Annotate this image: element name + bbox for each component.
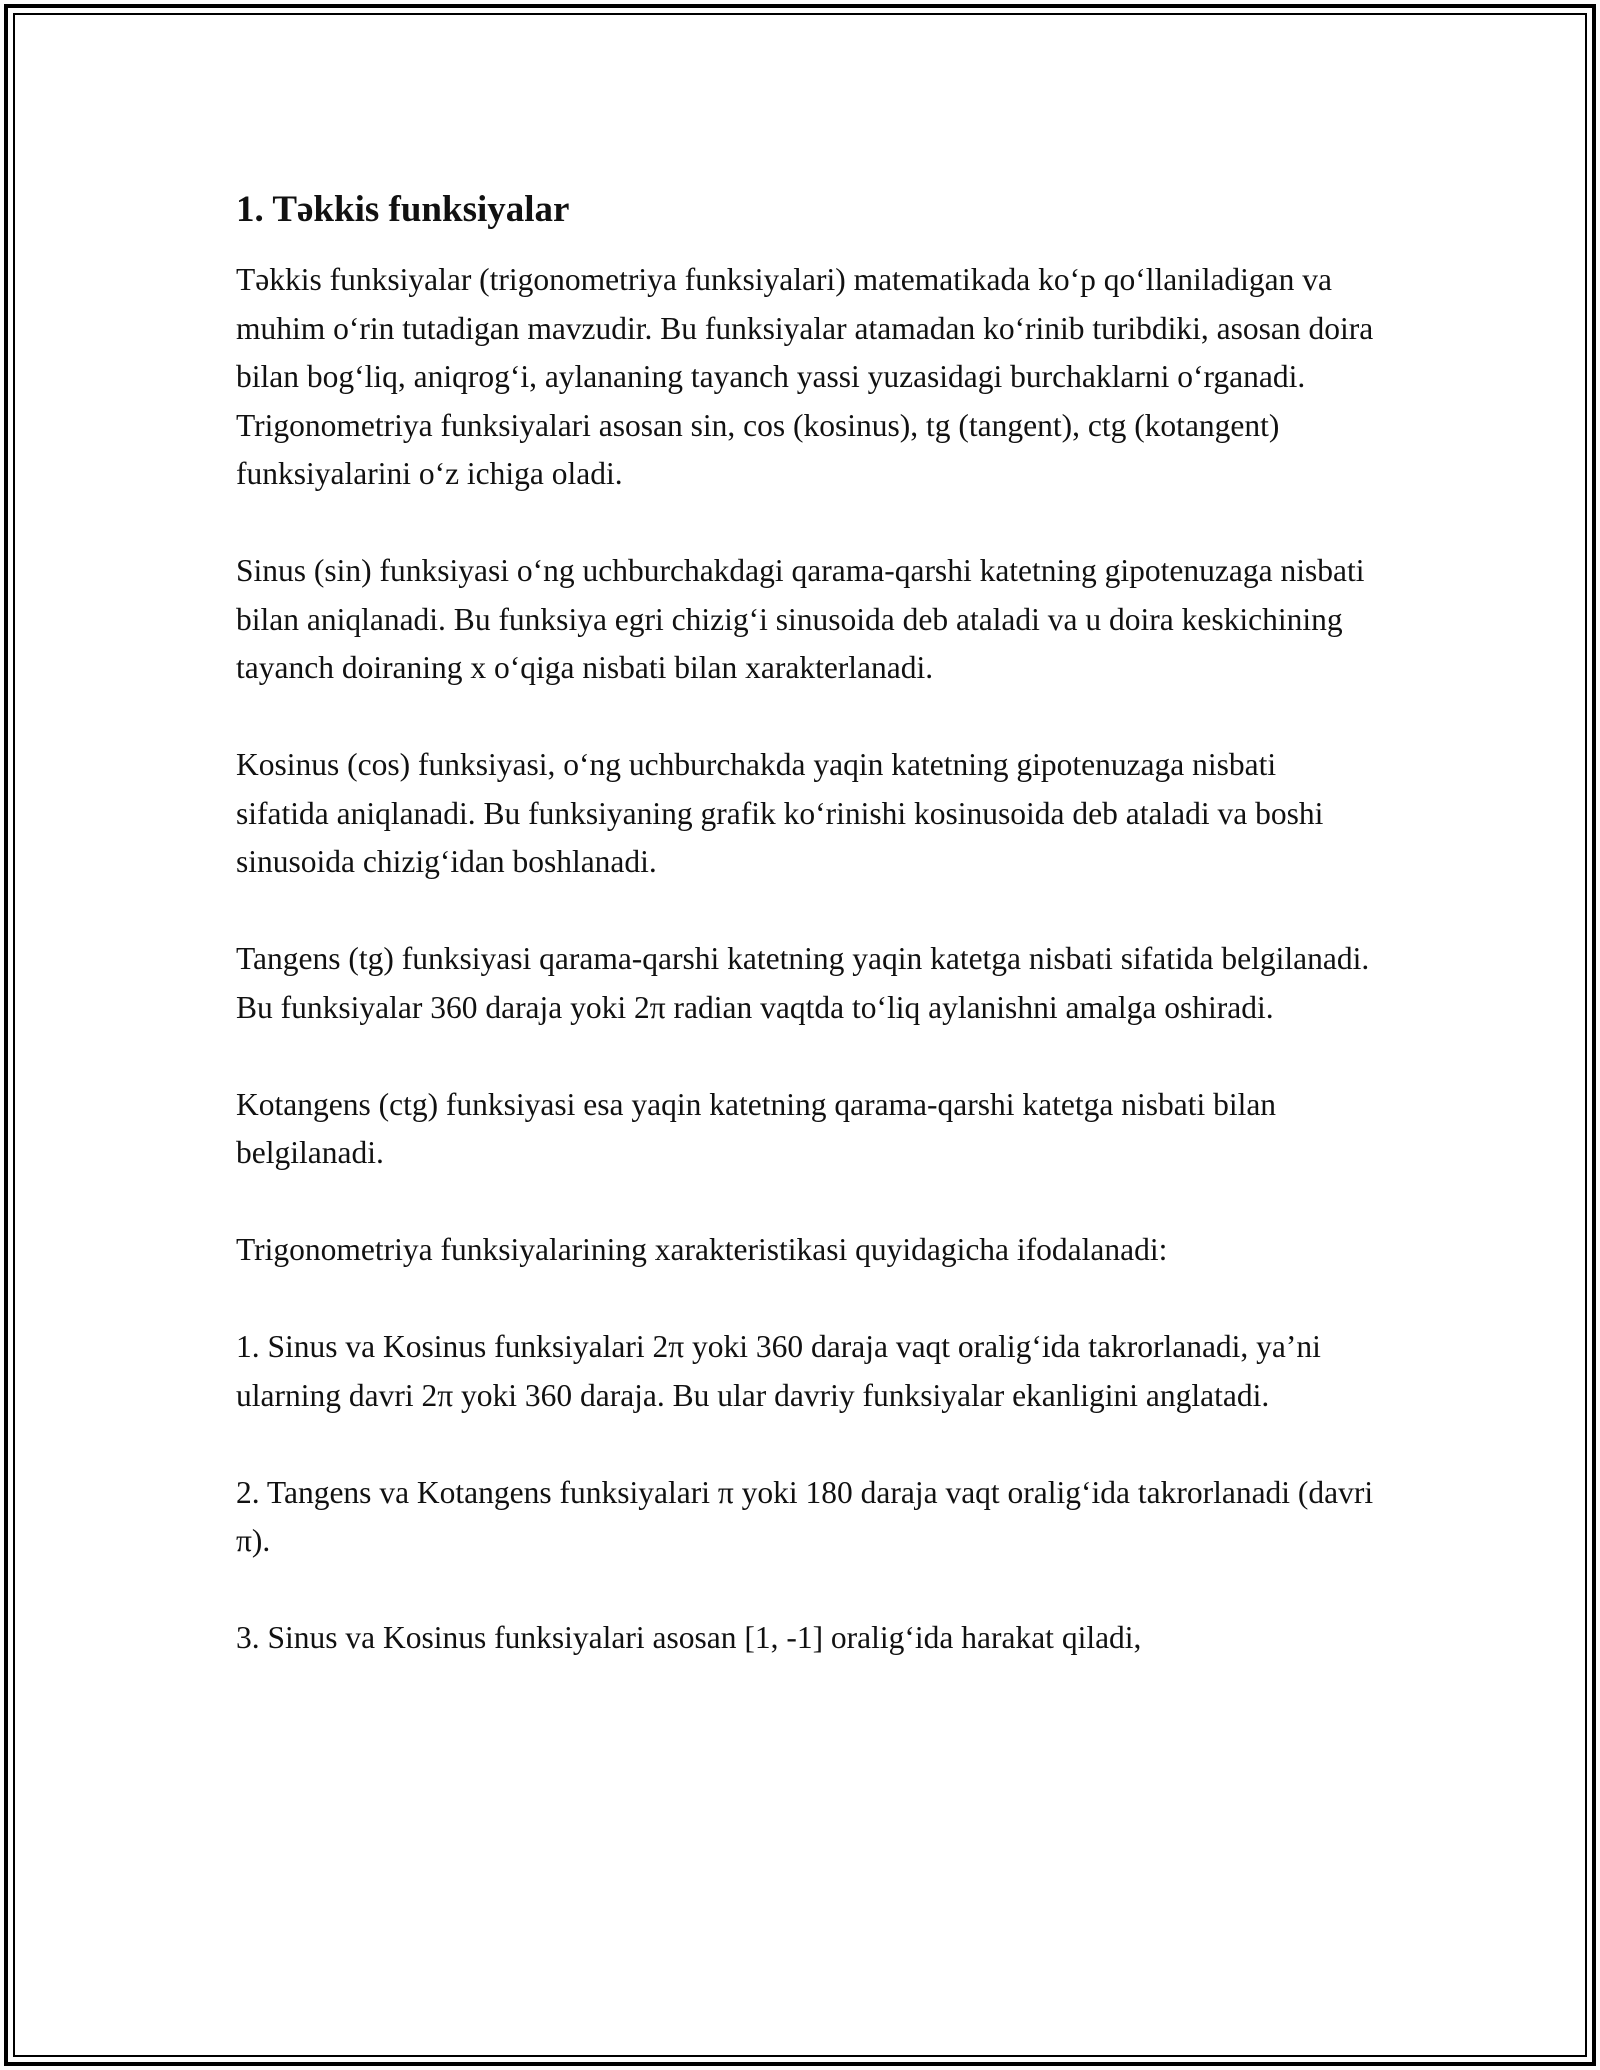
document-body xyxy=(236,186,1376,1711)
paragraph-characteristics-intro: Trigonometriya funksiyalarining xarakteristikasi quyidagicha ifodalanadi: xyxy=(236,1232,1168,1267)
paragraph-intro: Təkkis funksiyalar (trigonometriya funksiyalari) matematikada koʻp qoʻllaniladigan va muhim oʻrin tutadigan mavzudir. Bu funksiyalar atamadan koʻrinib turibdiki, asosan doira bilan bogʻliq, aniqrogʻi, aylananing tayanch yassi yuzasidagi burchaklarni oʻrganadi. Trigonometriya funksiyalari asosan sin, cos (kosinus), tg (tangent), ctg (kotangent) funksiyalarini oʻz ichiga oladi. xyxy=(236,262,1374,491)
paragraph-kosinus: Kosinus (cos) funksiyasi, oʻng uchburchakda yaqin katetning gipotenuzaga nisbati sifatida aniqlanadi. Bu funksiyaning grafik koʻrinishi kosinusoida deb ataladi va boshi sinusoida chizigʻidan boshlanadi. xyxy=(236,747,1324,879)
list-item-3: 3. Sinus va Kosinus funksiyalari asosan [1, -1] oraligʻida harakat qiladi, xyxy=(236,1620,1142,1655)
paragraph-kotangens: Kotangens (ctg) funksiyasi esa yaqin katetning qarama-qarshi katetga nisbati bilan belgilanadi. xyxy=(236,1086,1277,1170)
section-heading: 1. Təkkis funksiyalar xyxy=(236,189,570,230)
paragraph-tangens: Tangens (tg) funksiyasi qarama-qarshi katetning yaqin katetga nisbati sifatida belgilanadi. Bu funksiyalar 360 daraja yoki 2π radian vaqtda toʻliq aylanishni amalga oshiradi. xyxy=(236,941,1370,1025)
paragraph-sinus: Sinus (sin) funksiyasi oʻng uchburchakdagi qarama-qarshi katetning gipotenuzaga nisbati bilan aniqlanadi. Bu funksiya egri chizigʻi sinusoida deb ataladi va u doira keskichining tayanch doiraning x oʻqiga nisbati bilan xarakterlanadi. xyxy=(236,553,1365,685)
list-item-1: 1. Sinus va Kosinus funksiyalari 2π yoki 360 daraja vaqt oraligʻida takrorlanadi, ya’ni ularning davri 2π yoki 360 daraja. Bu ular davriy funksiyalar ekanligini anglatadi. xyxy=(236,1329,1321,1413)
list-item-2: 2. Tangens va Kotangens funksiyalari π yoki 180 daraja vaqt oraligʻida takrorlanadi (davri π). xyxy=(236,1474,1374,1558)
